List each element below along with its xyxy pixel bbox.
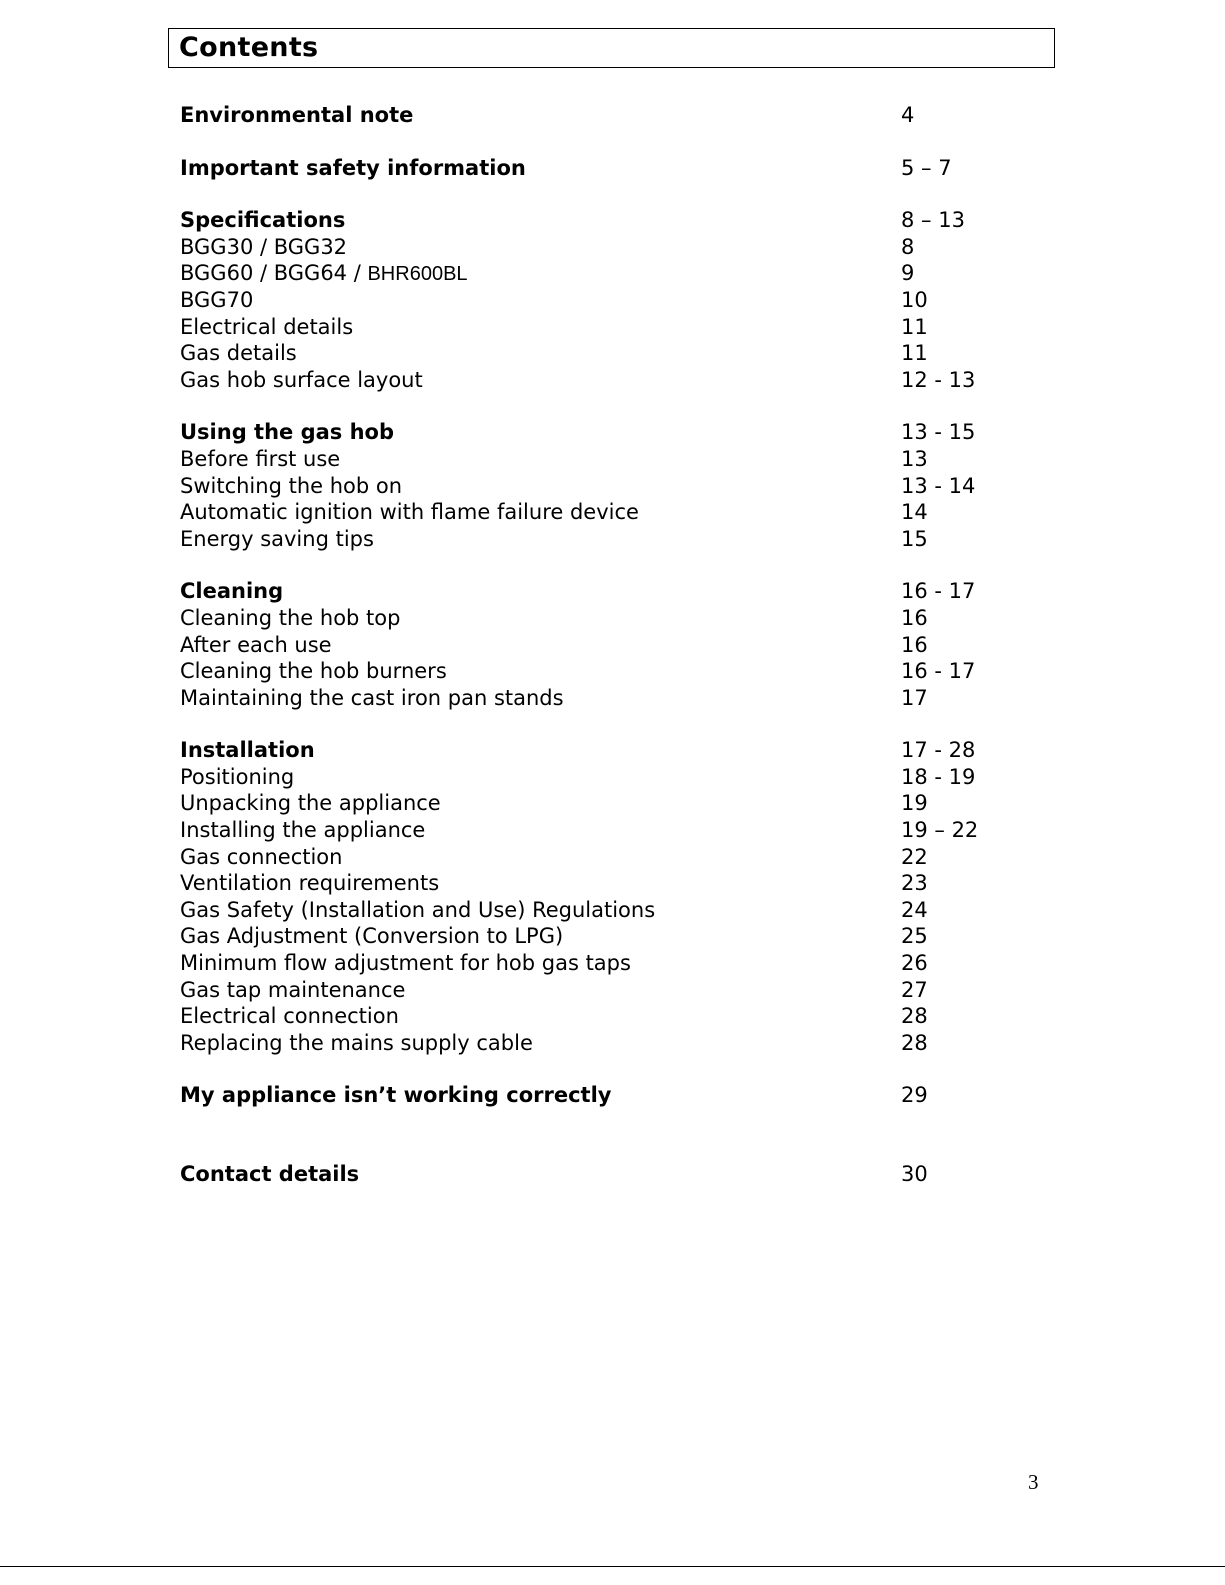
- toc-item-label: Before first use: [180, 446, 341, 471]
- toc-item[interactable]: [180, 923, 1020, 950]
- toc-heading-page: 5 – 7: [901, 155, 952, 180]
- toc-item-page: 10: [901, 287, 928, 312]
- toc-item-page: 12 - 13: [901, 367, 976, 392]
- toc-heading-page: 4: [901, 103, 915, 127]
- page-title: Contents: [179, 32, 319, 63]
- toc-item[interactable]: [180, 977, 1020, 1004]
- toc-section-installation: [180, 737, 1020, 1056]
- toc-item-page: 23: [901, 871, 928, 896]
- toc-item-page: 18 - 19: [901, 764, 976, 789]
- toc-item[interactable]: [180, 473, 1020, 500]
- toc-item-label: [180, 260, 468, 288]
- toc-item-page: 22: [901, 844, 928, 869]
- toc-item[interactable]: [180, 605, 1020, 632]
- toc-heading-label: Contact details: [180, 1162, 360, 1186]
- toc-item-page: 16 - 17: [901, 659, 976, 684]
- toc-item[interactable]: [180, 340, 1020, 367]
- toc-heading[interactable]: [180, 737, 1020, 764]
- toc-heading-page: 30: [901, 1162, 928, 1186]
- toc-item[interactable]: [180, 870, 1020, 897]
- toc-heading[interactable]: [180, 155, 1020, 182]
- toc-heading-label: Important safety information: [180, 155, 526, 180]
- bottom-divider: [0, 1566, 1225, 1567]
- toc-item-label-part: BHR600BL: [367, 263, 468, 286]
- toc-item-page: 9: [901, 261, 915, 286]
- toc-item[interactable]: [180, 287, 1020, 314]
- toc-item-label-part: BGG60 / BGG64 /: [180, 261, 368, 286]
- toc-item-page: 11: [901, 314, 928, 339]
- toc-item-label: Positioning: [180, 764, 295, 789]
- toc-item-page: 19: [901, 791, 928, 816]
- toc-item-label: Maintaining the cast iron pan stands: [180, 685, 564, 710]
- toc-heading-label: Specifications: [180, 208, 346, 233]
- toc-heading[interactable]: [180, 419, 1020, 446]
- toc-item[interactable]: [180, 367, 1020, 394]
- toc-item-label: Gas hob surface layout: [180, 367, 423, 392]
- toc-heading-page: 8 – 13: [901, 208, 965, 233]
- toc-item-page: 16: [901, 632, 928, 657]
- toc-item-label: Cleaning the hob burners: [180, 659, 447, 684]
- toc-item[interactable]: [180, 817, 1020, 844]
- toc-item-label: Automatic ignition with flame failure device: [180, 500, 639, 525]
- toc-item-label: Minimum flow adjustment for hob gas taps: [180, 951, 631, 976]
- toc-heading-page: 29: [901, 1083, 928, 1108]
- toc-item-label: Ventilation requirements: [180, 871, 440, 896]
- toc-item-label: Gas details: [180, 341, 297, 366]
- toc-item-label: Replacing the mains supply cable: [180, 1030, 533, 1055]
- toc-item-label: Energy saving tips: [180, 526, 374, 551]
- toc-item-label: Gas Safety (Installation and Use) Regulations: [180, 897, 656, 922]
- toc-item-page: 28: [901, 1004, 928, 1029]
- toc-item[interactable]: [180, 1003, 1020, 1030]
- toc-item-label: Gas tap maintenance: [180, 977, 406, 1002]
- toc-heading-page: 13 - 15: [901, 420, 976, 445]
- toc-item-page: 14: [901, 500, 928, 525]
- toc-item-label: Unpacking the appliance: [180, 791, 441, 816]
- toc-item-label: After each use: [180, 632, 332, 657]
- toc-item[interactable]: [180, 446, 1020, 473]
- toc-item[interactable]: [180, 526, 1020, 553]
- toc-heading[interactable]: [180, 1082, 1020, 1109]
- toc-item-page: 17: [901, 685, 928, 710]
- toc-item-label: Electrical details: [180, 314, 354, 339]
- toc-item-page: 24: [901, 897, 928, 922]
- page-number: 3: [1028, 1470, 1039, 1494]
- toc-heading-label: My appliance isn’t working correctly: [180, 1083, 612, 1108]
- toc-item[interactable]: [180, 897, 1020, 924]
- toc-section-troubleshooting: [180, 1082, 1020, 1109]
- toc-heading-label: Environmental note: [180, 103, 414, 127]
- toc-item-label: Cleaning the hob top: [180, 605, 401, 630]
- toc-item-label: Switching the hob on: [180, 473, 403, 498]
- toc-item-label: Installing the appliance: [180, 818, 426, 843]
- toc-heading[interactable]: [180, 207, 1020, 234]
- toc-heading-label: Using the gas hob: [180, 420, 395, 445]
- toc-heading[interactable]: [180, 1161, 1020, 1188]
- toc-section-specifications: [180, 207, 1020, 393]
- toc-section-contact-details: [180, 1161, 1020, 1188]
- toc-item-label: BGG30 / BGG32: [180, 234, 348, 259]
- toc-item[interactable]: [180, 1030, 1020, 1057]
- toc-item-label: BGG70: [180, 287, 254, 312]
- toc-item[interactable]: [180, 499, 1020, 526]
- toc-item[interactable]: [180, 950, 1020, 977]
- toc-item-page: 13: [901, 446, 928, 471]
- toc-item-label: Gas connection: [180, 844, 343, 869]
- toc-section-environmental-note: [180, 102, 1020, 129]
- toc-item-label: Gas Adjustment (Conversion to LPG): [180, 924, 564, 949]
- toc-heading-label: Installation: [180, 738, 315, 763]
- toc-item-page: 27: [901, 977, 928, 1002]
- toc-item[interactable]: [180, 790, 1020, 817]
- toc-item[interactable]: [180, 685, 1020, 712]
- toc-item-page: 15: [901, 526, 928, 551]
- toc-item[interactable]: [180, 314, 1020, 341]
- toc-heading-label: Cleaning: [180, 579, 284, 604]
- table-of-contents: [180, 102, 1020, 1214]
- toc-item[interactable]: [180, 764, 1020, 791]
- toc-item[interactable]: [180, 658, 1020, 685]
- toc-item-page: 19 – 22: [901, 818, 979, 843]
- toc-section-using-gas-hob: [180, 419, 1020, 552]
- toc-item-page: 28: [901, 1030, 928, 1055]
- toc-item[interactable]: [180, 844, 1020, 871]
- toc-item-page: 11: [901, 341, 928, 366]
- toc-item[interactable]: [180, 260, 1020, 287]
- toc-item-page: 13 - 14: [901, 473, 976, 498]
- toc-item[interactable]: [180, 632, 1020, 659]
- toc-heading[interactable]: [180, 578, 1020, 605]
- toc-section-important-safety: [180, 155, 1020, 182]
- toc-item-page: 16: [901, 605, 928, 630]
- toc-item-page: 26: [901, 951, 928, 976]
- toc-item-label: Electrical connection: [180, 1004, 399, 1029]
- toc-item-page: 8: [901, 234, 915, 259]
- toc-heading[interactable]: [180, 102, 1020, 129]
- toc-item-page: 25: [901, 924, 928, 949]
- toc-heading-page: 16 - 17: [901, 579, 976, 604]
- toc-section-cleaning: [180, 578, 1020, 711]
- contents-title-box: [168, 28, 1055, 68]
- toc-item[interactable]: [180, 234, 1020, 261]
- toc-heading-page: 17 - 28: [901, 738, 976, 763]
